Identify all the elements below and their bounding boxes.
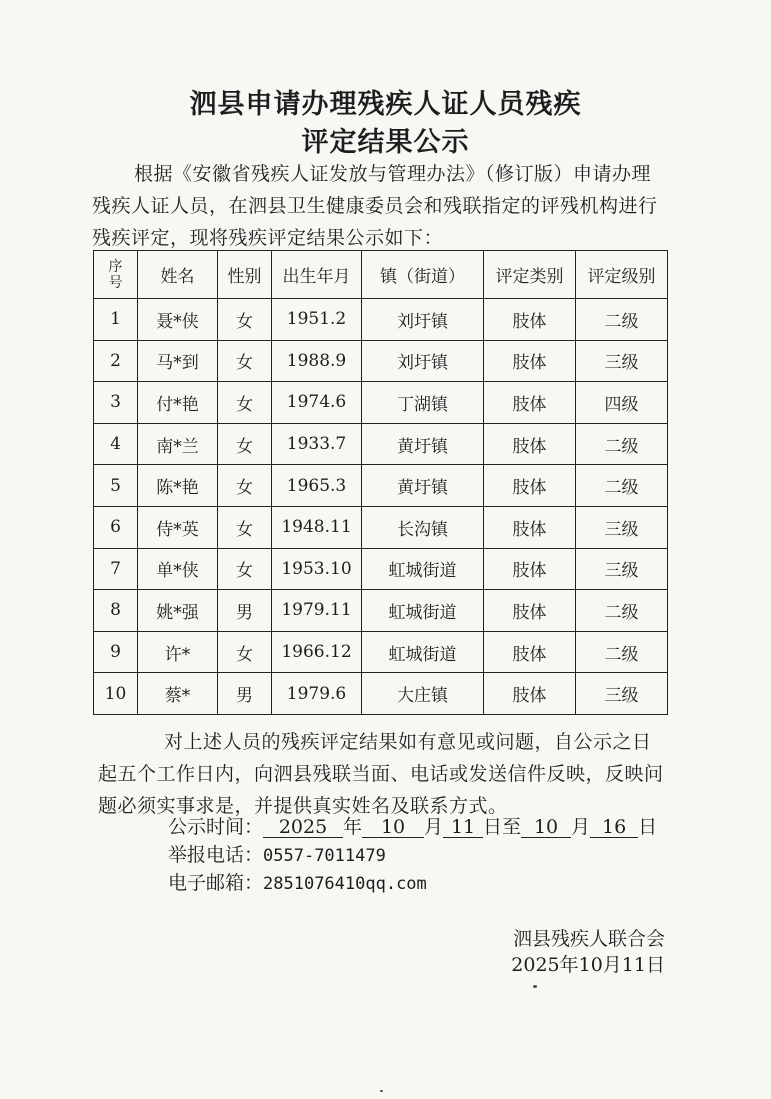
table-row [94,340,668,382]
email-label: 电子邮箱： [168,872,264,894]
cell-category: 肢体 [484,673,576,715]
notice-title-line1: 泗县申请办理残疾人证人员残疾 [189,89,582,120]
cell-level: 三级 [576,673,668,715]
intro-paragraph: 根据《安徽省残疾人证发放与管理办法》（修订版）申请办理残疾人证人员，在泗县卫生健康委员会和残联指定的评残机构进行残疾评定，现将残疾评定结果公示如下： [92,163,658,249]
header-name: 姓名 [138,251,218,299]
cell-birth: 1979.11 [272,590,362,632]
scan-speck [380,1090,383,1092]
cell-gender: 男 [218,673,272,715]
cell-category: 肢体 [484,423,576,465]
header-seq-label: 序 号 [108,258,123,291]
cell-seq: 8 [94,590,138,632]
cell-level: 二级 [576,631,668,673]
cell-town: 刘圩镇 [362,340,484,382]
cell-name: 聂*侠 [138,299,218,341]
cell-birth: 1988.9 [272,340,362,382]
cell-name: 付*艳 [138,382,218,424]
cell-name: 南*兰 [138,423,218,465]
cell-birth: 1979.6 [272,673,362,715]
cell-birth: 1933.7 [272,423,362,465]
cell-birth: 1948.11 [272,506,362,548]
header-town: 镇（街道） [362,251,484,299]
cell-name: 许* [138,631,218,673]
signature-date: 2025年10月11日 [511,954,665,976]
start-day: 11 [443,817,483,838]
table-row [94,465,668,507]
cell-name: 陈*艳 [138,465,218,507]
year-char: 年 [343,816,363,838]
table-row [94,590,668,632]
cell-level: 四级 [576,382,668,424]
cell-level: 三级 [576,340,668,382]
table-row [94,299,668,341]
cell-category: 肢体 [484,340,576,382]
cell-town: 黄圩镇 [362,423,484,465]
cell-level: 二级 [576,465,668,507]
header-seq [94,251,138,299]
table-row [94,673,668,715]
cell-seq: 2 [94,340,138,382]
cell-name: 马*到 [138,340,218,382]
table-row [94,631,668,673]
cell-level: 三级 [576,506,668,548]
cell-level: 三级 [576,548,668,590]
cell-category: 肢体 [484,382,576,424]
report-phone [168,840,386,867]
cell-seq: 4 [94,423,138,465]
start-year: 2025 [263,817,343,838]
cell-birth: 1966.12 [272,631,362,673]
cell-birth: 1951.2 [272,299,362,341]
notice-period [168,812,657,839]
cell-category: 肢体 [484,465,576,507]
cell-category: 肢体 [484,506,576,548]
table-row [94,548,668,590]
cell-town: 丁湖镇 [362,382,484,424]
cell-level: 二级 [576,299,668,341]
table-body [94,299,668,715]
cell-level: 二级 [576,423,668,465]
header-category: 评定类别 [484,251,576,299]
cell-category: 肢体 [484,631,576,673]
cell-category: 肢体 [484,590,576,632]
table-row [94,506,668,548]
cell-gender: 女 [218,548,272,590]
header-gender: 性别 [218,251,272,299]
cell-category: 肢体 [484,299,576,341]
phone-number: 0557-7011479 [263,846,386,866]
end-day: 16 [590,817,638,838]
result-table [93,250,668,715]
cell-town: 虹城街道 [362,548,484,590]
cell-seq: 1 [94,299,138,341]
cell-town: 虹城街道 [362,590,484,632]
start-month: 10 [362,817,424,838]
cell-town: 大庄镇 [362,673,484,715]
cell-level: 二级 [576,590,668,632]
cell-seq: 9 [94,631,138,673]
cell-gender: 男 [218,590,272,632]
cell-gender: 女 [218,465,272,507]
table-row [94,423,668,465]
table-row [94,382,668,424]
report-email [168,868,427,895]
cell-seq: 7 [94,548,138,590]
month-char: 月 [424,816,444,838]
cell-town: 刘圩镇 [362,299,484,341]
cell-seq: 10 [94,673,138,715]
cell-name: 侍*英 [138,506,218,548]
cell-name: 单*侠 [138,548,218,590]
phone-label: 举报电话： [168,844,264,866]
cell-seq: 5 [94,465,138,507]
signature-org: 泗县残疾人联合会 [512,928,665,950]
closing-paragraph: 对上述人员的残疾评定结果如有意见或问题，自公示之日起五个工作日内，向泗县残联当面、电话或发送信件反映，反映问题必须实事求是，并提供真实姓名及联系方式。 [98,731,664,817]
cell-town: 长沟镇 [362,506,484,548]
cell-gender: 女 [218,631,272,673]
end-month: 10 [521,817,571,838]
cell-category: 肢体 [484,548,576,590]
month-char-2: 月 [571,816,591,838]
cell-birth: 1974.6 [272,382,362,424]
cell-gender: 女 [218,506,272,548]
day-char: 日 [638,816,658,838]
cell-gender: 女 [218,299,272,341]
notice-title-line2: 评定结果公示 [301,127,470,158]
day-to-char: 日至 [483,816,522,838]
cell-name: 蔡* [138,673,218,715]
cell-birth: 1953.10 [272,548,362,590]
cell-name: 姚*强 [138,590,218,632]
cell-town: 黄圩镇 [362,465,484,507]
cell-seq: 3 [94,382,138,424]
table-header-row [94,251,668,299]
header-level: 评定级别 [576,251,668,299]
cell-gender: 女 [218,423,272,465]
cell-gender: 女 [218,340,272,382]
email-address: 2851076410qq.com [263,874,427,894]
notice-period-label: 公示时间： [168,816,264,838]
scan-speck [533,985,537,988]
cell-gender: 女 [218,382,272,424]
cell-birth: 1965.3 [272,465,362,507]
cell-seq: 6 [94,506,138,548]
cell-town: 虹城街道 [362,631,484,673]
header-birth: 出生年月 [272,251,362,299]
